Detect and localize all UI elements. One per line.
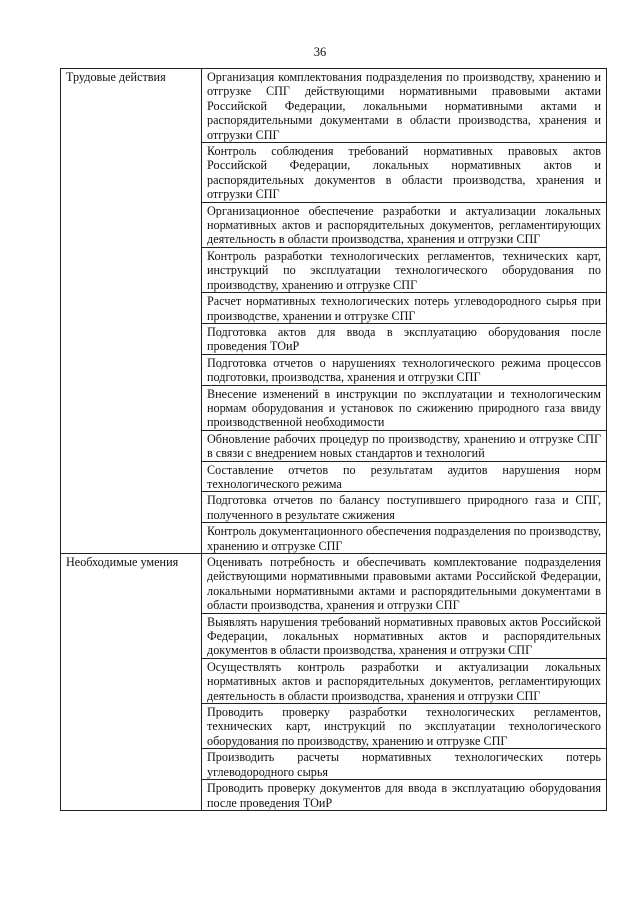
- section-item: Организационное обеспечение разработки и актуализации локальных нормативных актов и распорядительных документов, регламентирующих деятельность в области производства, хранения и отгрузки СПГ: [202, 202, 607, 247]
- section-item: Организация комплектования подразделения по производству, хранению и отгрузке СПГ действующими нормативными правовыми актами Российской Федерации, локальными нормативными актами и распорядительными документами в области производства, хранения и отгрузки СПГ: [202, 69, 607, 143]
- section-item: Производить расчеты нормативных технологических потерь углеводородного сырья: [202, 749, 607, 780]
- page-number: 36: [313, 45, 327, 59]
- section-item: Расчет нормативных технологических потерь углеводородного сырья при производстве, хранении и отгрузке СПГ: [202, 293, 607, 324]
- table-body: [61, 69, 607, 811]
- section-item: Контроль соблюдения требований нормативных правовых актов Российской Федерации, локальных нормативных актов и распорядительных документов в области производства, хранения и отгрузки СПГ: [202, 143, 607, 203]
- section-item: Проводить проверку разработки технологических регламентов, технических карт, инструкций по эксплуатации технологического оборудования по производству, хранению и отгрузке СПГ: [202, 704, 607, 749]
- section-item: Контроль документационного обеспечения подразделения по производству, хранению и отгрузке СПГ: [202, 523, 607, 554]
- section-item: Подготовка актов для ввода в эксплуатацию оборудования после проведения ТОиР: [202, 323, 607, 354]
- section-label: Трудовые действия: [61, 69, 202, 554]
- section-item: Обновление рабочих процедур по производству, хранению и отгрузке СПГ в связи с внедрением новых стандартов и технологий: [202, 430, 607, 461]
- table-row: [61, 554, 607, 614]
- section-item: Выявлять нарушения требований нормативных правовых актов Российской Федерации, локальных нормативных актов и распорядительных документов в области производства, хранения и отгрузки СПГ: [202, 613, 607, 658]
- section-item: Контроль разработки технологических регламентов, технических карт, инструкций по эксплуатации технологического оборудования по производству, хранению и отгрузке СПГ: [202, 247, 607, 292]
- section-item: Составление отчетов по результатам аудитов нарушения норм технологического режима: [202, 461, 607, 492]
- section-item: Проводить проверку документов для ввода в эксплуатацию оборудования после проведения ТОиР: [202, 780, 607, 811]
- table-row: [61, 69, 607, 143]
- section-item: Внесение изменений в инструкции по эксплуатации и технологическим нормам оборудования и установок по сжижению природного газа ввиду производственной необходимости: [202, 385, 607, 430]
- section-item: Подготовка отчетов по балансу поступившего природного газа и СПГ, полученного в результате сжижения: [202, 492, 607, 523]
- section-item: Оценивать потребность и обеспечивать комплектование подразделения действующими нормативными правовыми актами Российской Федерации, локальными нормативными актами и распорядительными документами в области производства, хранения и отгрузки СПГ: [202, 554, 607, 614]
- section-item: Подготовка отчетов о нарушениях технологического режима процессов подготовки, производства, хранения и отгрузки СПГ: [202, 354, 607, 385]
- section-label: Необходимые умения: [61, 554, 202, 811]
- section-item: Осуществлять контроль разработки и актуализации локальных нормативных актов и распорядительных документов, регламентирующих деятельность в области производства, хранения и отгрузки СПГ: [202, 658, 607, 703]
- professional-standard-table: [60, 68, 607, 811]
